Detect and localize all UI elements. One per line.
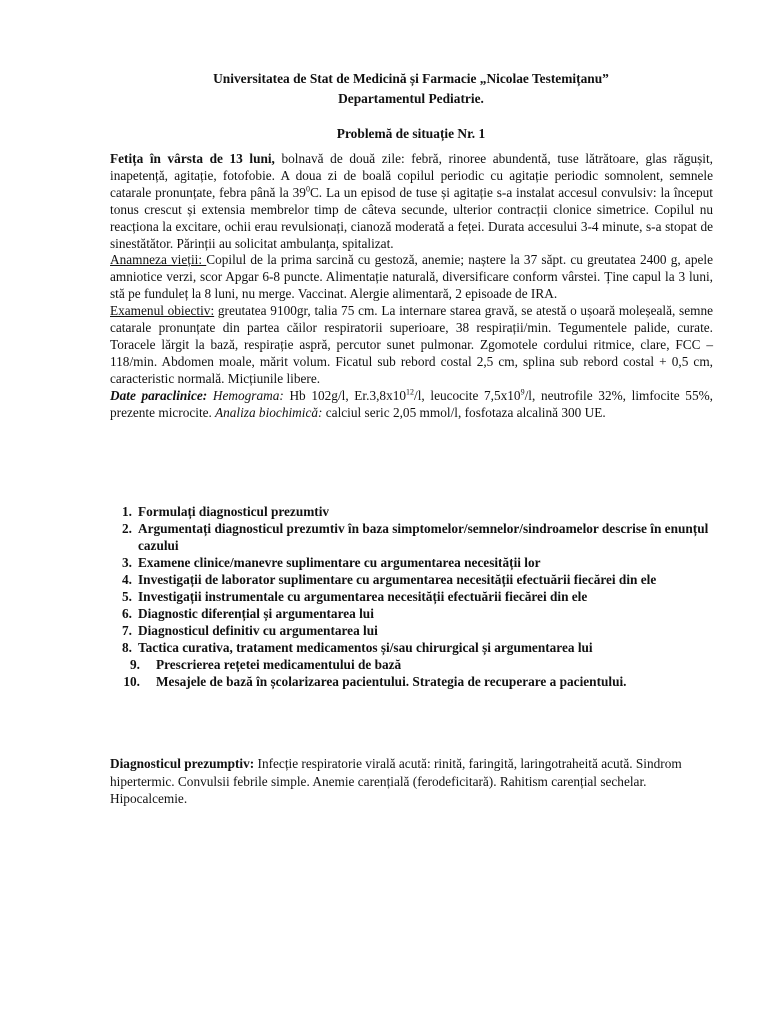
problem-title: Problemă de situație Nr. 1	[336, 126, 486, 141]
list-item: 8. Tactica curativa, tratament medicamentos și/sau chirurgical și argumentarea lui	[122, 640, 593, 655]
case-description	[110, 151, 713, 422]
presumptive-diagnosis	[110, 755, 720, 808]
hemogram-label: Hemograma:	[207, 387, 284, 403]
list-item: 1. Formulați diagnosticul prezumtiv	[122, 504, 330, 519]
exam-label: Examenul obiectiv:	[110, 303, 215, 319]
case-lead: Fetița în vârsta de 13 luni,	[110, 151, 275, 166]
list-item: 9. Prescrierea rețetei medicamentului de bază	[130, 657, 402, 672]
list-item: 7. Diagnosticul definitiv cu argumentarea lui	[122, 623, 378, 638]
list-item: 3. Examene clinice/manevre suplimentare cu argumentarea necesității lor	[122, 555, 541, 570]
task-list	[110, 503, 730, 690]
case-intro: Fetița în vârsta de 13 luni, bolnavă de două zile: febră, rinoree abundentă, tuse lătrătoare, glas răgușit, inapetență, agitație, fotofobie. A doua zi de boală copilul periodic cu agitație periodic somnolent, semnele catarale pronunțate, febra până la $39^0C$. La un episod de tuse și agitație s-a instalat accesul convulsiv: la început tonus crescut și extensia membrelor timp de câteva secunde, ulterior contracții clonice simetrice. Copilul nu reacționa la excitare, ochii erau revulsionați, cianoză moderată a feței. Durata accesului 3-4 minute, s-a stopat de sinestătător. Părinții au solicitat ambulanța, spitalizat.	[110, 151, 713, 251]
list-item: 5. Investigații instrumentale cu argumentarea necesității efectuării fiecărei din ele	[122, 589, 588, 604]
diagnosis-text: Infecție respiratorie virală acută: rinită, faringită, laringotraheită acută. Sindrom hipertermic. Convulsii febrile simple. Anemie carențială (ferodeficitară). Rahitism carențial sechelar. Hipocalcemie.	[110, 756, 682, 806]
paraclinical-label: Date paraclinice:	[110, 387, 208, 403]
list-item: 6. Diagnostic diferențial și argumentarea lui	[122, 606, 374, 621]
case-paraclinical: Date paraclinice: Hemograma: Hb 102g/l, $Er.3,8x10^{12}/l$, leucocite $7,5x10^9/l$, neutrofile 32%, limfocite 55%, prezente microcite. Analiza biochimică: calciul seric 2,05 mmol/l, fosfotaza alcalină 300 UE.	[110, 387, 713, 420]
list-item: 2. Argumentați diagnosticul prezumtiv în baza simptomelor/semnelor/sindroamelor descrise în enunțul cazului	[122, 521, 709, 553]
case-exam: Examenul obiectiv: greutatea 9100gr, talia 75 cm. La internare starea gravă, se atestă o ușoară moleșeală, semne catarale pronunțate din partea căilor respiratorii superioare, 38 respirații/min. Tegumentele palide, curate. Toracele lărgit la bază, respirație aspră, percutor sunet pulmonar. Zgomotele cordului ritmice, clare, FCC – 118/min. Abdomen moale, mărit volum. Ficatul sub rebord costal 2,5 cm, splina sub rebord costal + 0,5 cm, caracteristic normală. Micțiunile libere.	[110, 303, 714, 386]
biochem-label: Analiza biochimică:	[211, 404, 323, 420]
diagnosis-label: Diagnosticul prezumptiv:	[110, 756, 255, 771]
document-header	[110, 69, 712, 109]
list-item: 10. Mesajele de bază în școlarizarea pacientului. Strategia de recuperare a pacientului.	[123, 674, 627, 689]
list-item: 4. Investigații de laborator suplimentare cu argumentarea necesității efectuării fiecărei din ele	[122, 572, 657, 587]
department-name: Departamentul Pediatrie.	[338, 91, 484, 106]
case-anamnesis: Anamneza vieții: Copilul de la prima sarcină cu gestoză, anemie; naștere la 37 săpt. cu greutatea 2400 g, apele amniotice verzi, scor Apgar 6-8 puncte. Alimentație naturală, diversificare conform vârstei. Ține capul la 3 luni, stă pe funduleț la 8 luni, nu merge. Vaccinat. Alergie alimentară, 2 episoade de IRA.	[110, 252, 713, 302]
anamnesis-label: Anamneza vieții:	[110, 252, 207, 268]
university-name: Universitatea de Stat de Medicină și Farmacie „Nicolae Testemițanu”	[213, 71, 609, 86]
